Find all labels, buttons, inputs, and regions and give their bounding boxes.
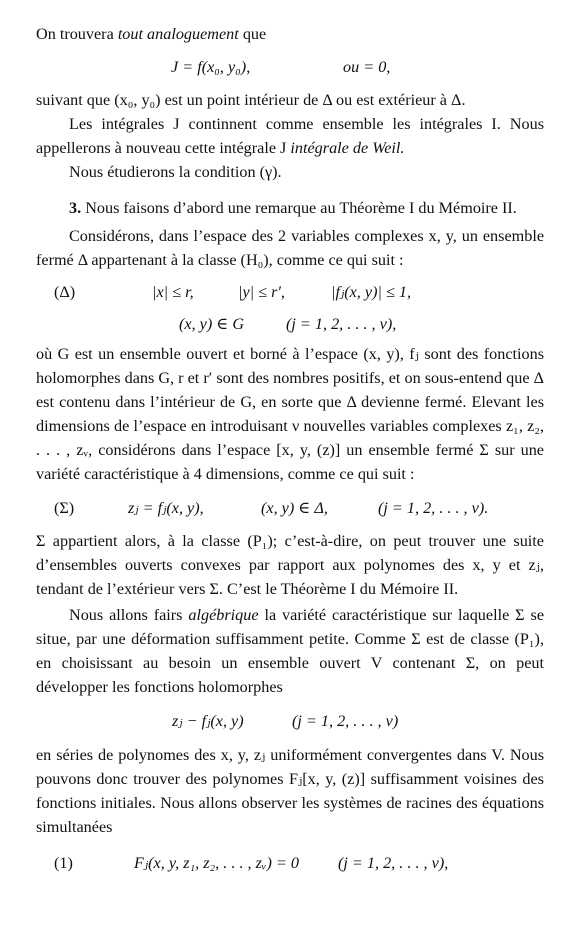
paragraph-6: Considérons, dans l’espace des 2 variables complexes x, y, un ensemble fermé Δ appartenant à la classe (H₀), comme ce qui suit : xyxy=(36,227,544,269)
equation-part: (x, y) ∈ G xyxy=(179,315,245,333)
section-3-heading xyxy=(36,196,544,220)
equation-part: (j = 1, 2, . . . , ν), xyxy=(286,315,397,333)
equation-part: (x, y) ∈ Δ, xyxy=(261,499,328,517)
paragraph-8: Σ appartient alors, à la classe (P₁); c’est-à-dire, on peut trouver une suite d’ensembles ouverts convexes par rapport aux polynomes des x, y et zⱼ, tendant de l’extérieur vers Σ. C’est le Théorème I du Mémoire II. xyxy=(36,532,544,598)
equation-part: |x| ≤ r, xyxy=(152,283,194,301)
equation-part: (j = 1, 2, . . . , ν), xyxy=(338,854,449,872)
equation-label: (Δ) xyxy=(54,283,76,301)
equation-part: ou = 0, xyxy=(343,58,391,76)
equation-part: Fⱼ(x, y, z₁, z₂, . . . , zᵥ) = 0 xyxy=(134,854,299,872)
text: On trouvera xyxy=(36,25,118,43)
paragraph-3 xyxy=(36,112,544,160)
equation-part: zⱼ − fⱼ(x, y) xyxy=(172,712,244,730)
section-number: 3. xyxy=(69,199,82,217)
paragraph-2: suivant que (x₀, y₀) est un point intérieur de Δ ou est extérieur à Δ. xyxy=(36,91,466,109)
equation-sigma xyxy=(36,496,544,520)
equation-part: (j = 1, 2, . . . , ν). xyxy=(378,499,489,517)
paragraph-1 xyxy=(36,22,544,46)
paragraph-10: en séries de polynomes des x, y, zⱼ uniformément convergentes dans V. Nous pouvons donc trouver des polynomes Fⱼ[x, y, (z)] suffisamment voisines des fonctions initiales. Nous allons observer les systèmes de racines des équations simultanées xyxy=(36,746,544,836)
equation-delta-line-2 xyxy=(36,312,544,336)
equation-label: (Σ) xyxy=(54,499,75,517)
emphasis: intégrale de Weil. xyxy=(290,139,405,157)
paragraph-4: Nous étudierons la condition (γ). xyxy=(69,163,282,181)
text: Nous faisons d’abord une remarque au Théorème I du Mémoire II. xyxy=(81,199,517,217)
equation-label: (1) xyxy=(54,854,73,872)
emphasis: algébrique xyxy=(188,606,259,624)
equation-part: |y| ≤ r′, xyxy=(238,283,285,301)
emphasis: tout analoguement xyxy=(117,25,239,43)
paragraph-9 xyxy=(36,603,544,699)
equation-part: J = f(x₀, y₀), xyxy=(171,58,251,76)
equation-J xyxy=(36,55,544,79)
equation-part: |fⱼ(x, y)| ≤ 1, xyxy=(331,283,412,301)
equation-z-minus-f xyxy=(36,709,544,733)
text: Nous allons fairs xyxy=(69,606,189,624)
equation-1 xyxy=(36,851,544,875)
text: Les intégrales J continnent comme ensemble les intégrales I. Nous appellerons à nouveau cette intégrale J xyxy=(36,115,544,157)
text: que xyxy=(238,25,267,43)
paragraph-7: où G est un ensemble ouvert et borné à l’espace (x, y), fⱼ sont des fonctions holomorphes dans G, r et r′ sont des nombres positifs, et on sous-entend que Δ est contenu dans l’intérieur de G, en sorte que Δ devienne fermé. Elevant les dimensions de l’espace en introduisant ν nouvelles variables complexes z₁, z₂, . . . , zᵥ, considérons dans l’espace [x, y, (z)] un ensemble fermé Σ sur une variété caractéristique à 4 dimensions, comme ce qui suit : xyxy=(36,345,544,483)
text: la variété caractéristique sur laquelle Σ se situe, par une déformation suffisamment petite. Comme Σ est de classe (P₁), en choisissant au besoin un ensemble ouvert V contenant Σ, on peut développer les fonctions holomorphes xyxy=(36,606,545,696)
equation-delta-line-1 xyxy=(36,280,544,304)
equation-part: zⱼ = fⱼ(x, y), xyxy=(128,499,204,517)
equation-part: (j = 1, 2, . . . , ν) xyxy=(292,712,399,730)
